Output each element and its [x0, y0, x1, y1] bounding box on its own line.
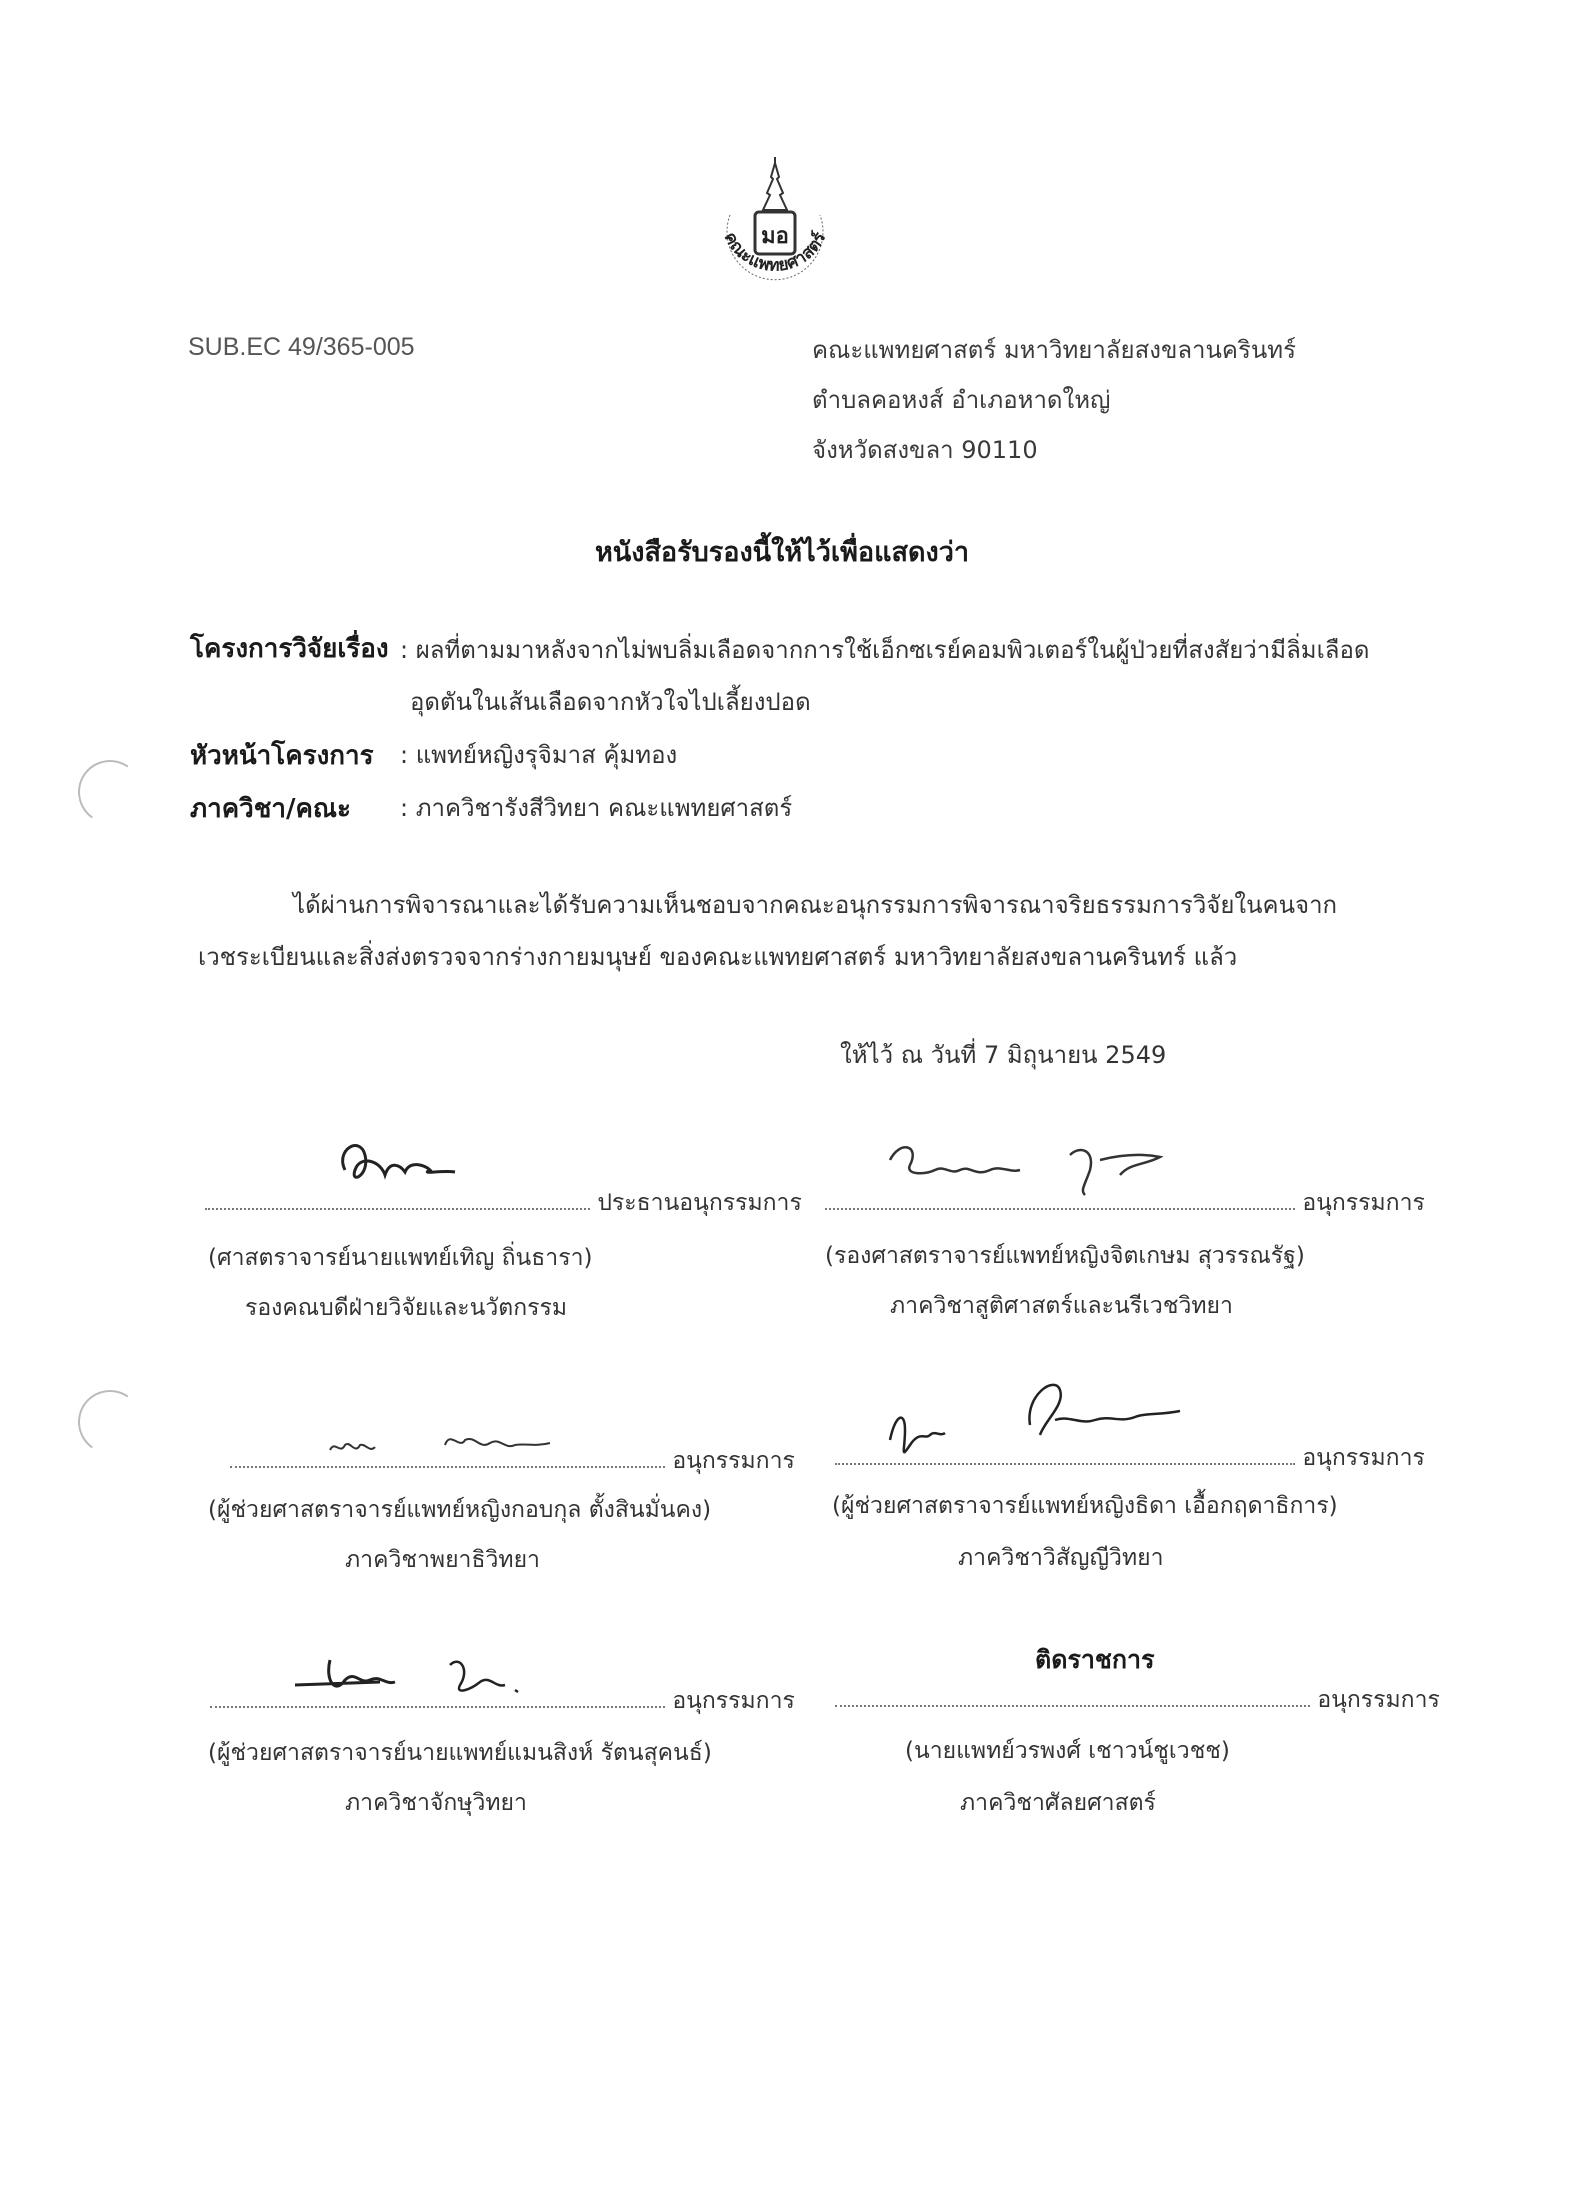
- signature-6-absence-note: ติดราชการ: [1035, 1645, 1155, 1674]
- signature-2-name: (รองศาสตราจารย์แพทย์หญิงจิตเกษม สุวรรณรัฐ): [825, 1243, 1305, 1269]
- signature-2-role: อนุกรรมการ: [1302, 1190, 1425, 1216]
- address-line-3: จังหวัดสงขลา 90110: [812, 436, 1038, 464]
- signature-6-name: (นายแพทย์วรพงศ์ เชาวน์ชูเวชช): [905, 1738, 1230, 1764]
- signature-1-role: ประธานอนุกรรมการ: [597, 1190, 802, 1216]
- signature-4-name: (ผู้ช่วยศาสตราจารย์แพทย์หญิงธิดา เอื้อกฤดาธิการ): [832, 1493, 1338, 1519]
- svg-text:คณะแพทยศาสตร์: คณะแพทยศาสตร์: [719, 229, 831, 276]
- signature-5-role: อนุกรรมการ: [672, 1688, 795, 1714]
- department-value: : ภาควิชารังสีวิทยา คณะแพทยศาสตร์: [400, 794, 793, 822]
- project-title-label: โครงการวิจัยเรื่อง: [190, 634, 389, 664]
- body-line-1: ได้ผ่านการพิจารณาและได้รับความเห็นชอบจากคณะอนุกรรมการพิจารณาจริยธรรมการวิจัยในคนจาก: [293, 891, 1338, 919]
- signature-1-line: [205, 1185, 802, 1221]
- signature-1-title: รองคณบดีฝ่ายวิจัยและนวัตกรรม: [245, 1295, 568, 1321]
- signature-2-line: [825, 1185, 1425, 1221]
- address-line-2: ตำบลคอหงส์ อำเภอหาดใหญ่: [812, 386, 1111, 414]
- signature-5-line: [210, 1683, 795, 1719]
- signature-4-line: [835, 1440, 1425, 1476]
- signature-5-title: ภาควิชาจักษุวิทยา: [345, 1790, 527, 1816]
- body-line-2: เวชระเบียนและสิ่งส่งตรวจจากร่างกายมนุษย์ ของคณะแพทยศาสตร์ มหาวิทยาลัยสงขลานครินทร์ แล้ว: [198, 943, 1238, 971]
- svg-text:มอ: มอ: [761, 224, 789, 249]
- signature-5-name: (ผู้ช่วยศาสตราจารย์นายแพทย์แมนสิงห์ รัตนสุคนธ์): [208, 1740, 712, 1766]
- signature-3-role: อนุกรรมการ: [672, 1448, 795, 1474]
- punch-hole-mark: [73, 755, 147, 829]
- project-lead-value: : แพทย์หญิงรุจิมาส คุ้มทอง: [400, 741, 678, 769]
- department-label: ภาควิชา/คณะ: [190, 794, 351, 824]
- signature-6-role: อนุกรรมการ: [1317, 1687, 1440, 1713]
- document-heading: หนังสือรับรองนี้ให้ไว้เพื่อแสดงว่า: [595, 537, 970, 568]
- signature-6-title: ภาควิชาศัลยศาสตร์: [960, 1790, 1156, 1816]
- project-lead-label: หัวหน้าโครงการ: [190, 741, 374, 771]
- address-line-1: คณะแพทยศาสตร์ มหาวิทยาลัยสงขลานครินทร์: [812, 336, 1296, 364]
- signature-3-title: ภาควิชาพยาธิวิทยา: [345, 1547, 540, 1573]
- signature-3-name: (ผู้ช่วยศาสตราจารย์แพทย์หญิงกอบกุล ตั้งสินมั่นคง): [208, 1497, 712, 1523]
- signature-1-name: (ศาสตราจารย์นายแพทย์เทิญ ถิ่นธารา): [208, 1245, 593, 1271]
- signature-4-title: ภาควิชาวิสัญญีวิทยา: [958, 1545, 1164, 1571]
- punch-hole-mark: [73, 1385, 147, 1459]
- faculty-emblem-icon: [700, 155, 850, 305]
- reference-number: SUB.EC 49/365-005: [188, 333, 415, 361]
- project-title-line-2: อุดตันในเส้นเลือดจากหัวใจไปเลี้ยงปอด: [410, 688, 811, 716]
- project-title-line-1: : ผลที่ตามมาหลังจากไม่พบลิ่มเลือดจากการใช้เอ็กซเรย์คอมพิวเตอร์ในผู้ป่วยที่สงสัยว่ามีลิ่มเลือด: [400, 636, 1370, 664]
- signature-4-role: อนุกรรมการ: [1302, 1445, 1425, 1471]
- signature-6-line: [835, 1682, 1440, 1718]
- signature-3-line: [230, 1443, 795, 1479]
- signature-2-title: ภาควิชาสูติศาสตร์และนรีเวชวิทยา: [890, 1293, 1233, 1319]
- issue-date: ให้ไว้ ณ วันที่ 7 มิถุนายน 2549: [840, 1041, 1167, 1069]
